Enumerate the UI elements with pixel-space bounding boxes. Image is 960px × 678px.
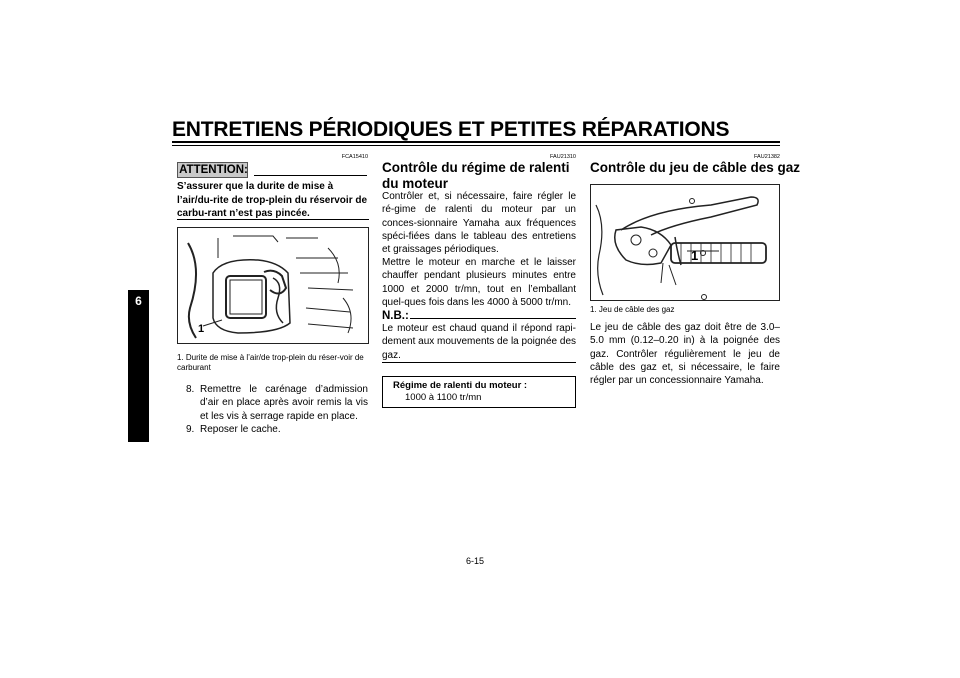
attention-label: ATTENTION: [179, 164, 248, 176]
figure-callout: 1 [691, 248, 699, 263]
step-text: Remettre le carénage d’admission d’air en place après avoir remis la vis et les vis à serrage rapide en place. [200, 384, 368, 422]
title-rule [172, 141, 780, 143]
attention-badge [177, 162, 248, 178]
spec-label: Régime de ralenti du moteur : [393, 380, 528, 391]
attention-text: S’assurer que la durite de mise à l’air/du-rite de trop-plein du réservoir de carbu-rant n’est pas pincée. [177, 181, 368, 219]
note-bottom-rule [382, 362, 576, 363]
chapter-tab [128, 290, 149, 442]
paragraph: Le jeu de câble des gaz doit être de 3.0–5.0 mm (0.12–0.20 in) à la poignée des gaz. Contrôler régulièrement le jeu de câble des gaz et, si nécessaire, le faire régler par un concessionnaire Yamaha. [590, 322, 780, 387]
section-heading: Contrôle du jeu de câble des gaz [590, 160, 801, 175]
title-rule-thin [172, 145, 780, 146]
spec-box [382, 376, 576, 408]
fuel-hose-figure [177, 227, 369, 344]
reference-code: FAU21382 [754, 154, 780, 160]
page-number: 6-15 [466, 556, 485, 566]
reference-code: FCA15410 [341, 154, 368, 160]
figure-caption: 1. Durite de mise à l’air/de trop-plein du réser-voir de carburant [177, 353, 364, 372]
handlebar-illustration [591, 185, 779, 300]
note-label: N.B.: [382, 310, 409, 322]
paragraph: Contrôler et, si nécessaire, faire régler le ré-gime de ralenti du moteur par un conces-sionnaire Yamaha aux fréquences spéci-fiées dans le tableau des entretiens et graissages périodiques. [382, 191, 576, 256]
paragraph: Mettre le moteur en marche et le laisser chauffer pendant plusieurs minutes entre 1000 et 2000 tr/mn, tout en l’emballant quel-ques fois dans les 4000 à 5000 tr/mn. [382, 257, 576, 308]
figure-callout: 1 [198, 323, 205, 335]
step-number: 8. [186, 384, 195, 395]
figure-caption: 1. Jeu de câble des gaz [590, 305, 675, 314]
chapter-number: 6 [135, 294, 142, 308]
section-heading: Contrôle du régime de ralenti du moteur [382, 160, 570, 191]
step-text: Reposer le cache. [200, 424, 281, 435]
step-number: 9. [186, 424, 195, 435]
engine-illustration [178, 228, 368, 343]
spec-value: 1000 à 1100 tr/mn [405, 392, 482, 403]
page-title: ENTRETIENS PÉRIODIQUES ET PETITES RÉPARATIONS [172, 118, 730, 141]
note-rule [410, 318, 576, 319]
throttle-figure [590, 184, 780, 301]
reference-code: FAU21310 [550, 154, 576, 160]
note-text: Le moteur est chaud quand il répond rapi-dement aux mouvements de la poignée des gaz. [382, 323, 577, 361]
attention-rule [254, 175, 367, 176]
attention-bottom-rule [177, 219, 369, 220]
